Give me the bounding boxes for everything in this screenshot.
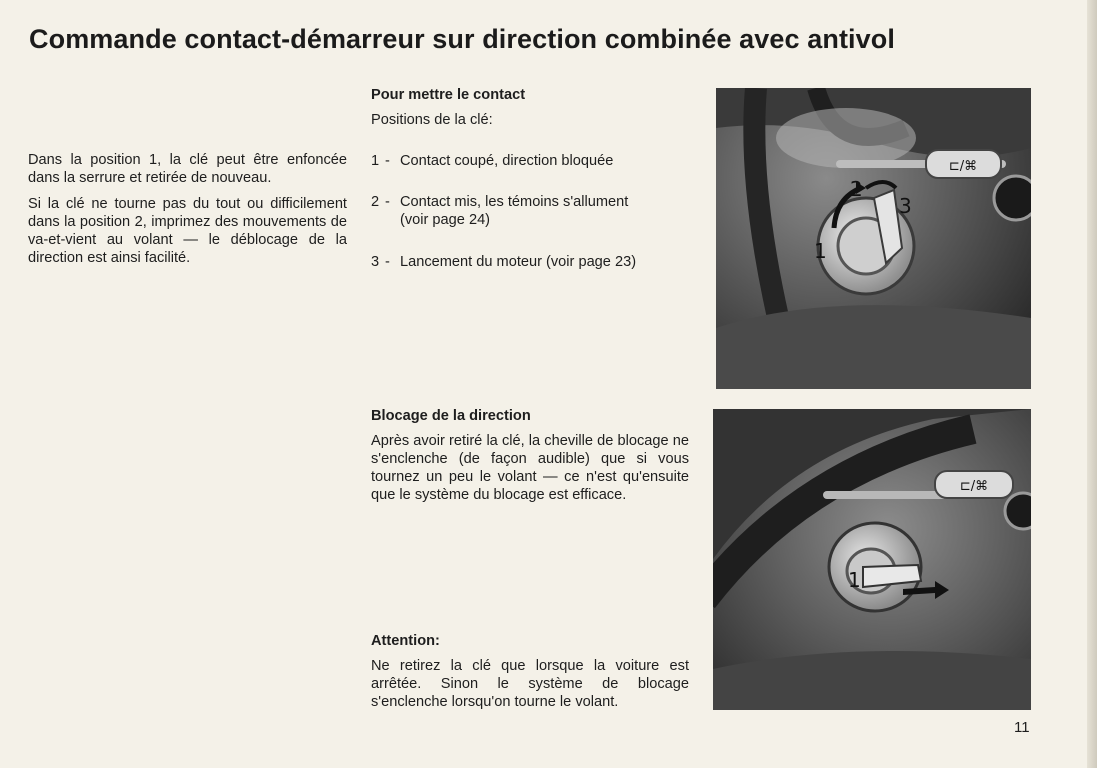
steering-lock-heading: Blocage de la direction — [371, 408, 531, 424]
attention-text: Ne retirez la clé que lorsque la voiture est arrêtée. Sinon le système de blocage s'enclenche lorsqu'on tourne le volant. — [371, 658, 689, 710]
left-column — [28, 151, 347, 275]
position-text: Contact mis, les témoins s'allument (voir page 24) — [400, 194, 629, 228]
page-title: Commande contact-démarreur sur direction combinée avec antivol — [29, 24, 895, 54]
position-text: Contact coupé, direction bloquée — [400, 153, 614, 169]
position-number: 1 — [371, 153, 380, 169]
photo-top-label-2: 2 — [850, 177, 863, 201]
ignition-heading: Pour mettre le contact — [371, 87, 526, 103]
photo-ignition-key-positions — [716, 88, 1031, 389]
page-number: 11 — [1014, 719, 1030, 736]
attention-heading: Attention: — [371, 633, 440, 649]
paragraph-key-stuck: Si la clé ne tourne pas du tout ou difficilement dans la position 2, imprimez des mouvements de va-et-vient au volant — le déblocage de la direction est ainsi facilité. — [28, 196, 347, 266]
position-dash: - — [385, 194, 390, 210]
steering-lock-text: Après avoir retiré la clé, la cheville de blocage ne s'enclenche (de façon audible) que si vous tournez un peu le volant — ce n'est qu'ensuite que le système du blocage est efficace. — [371, 433, 689, 503]
position-number: 2 — [371, 194, 380, 210]
photo-bottom-label-1: 1 — [848, 568, 861, 592]
svg-text:⊏/⌘: ⊏/⌘ — [948, 159, 978, 174]
position-text: Lancement du moteur (voir page 23) — [400, 254, 637, 270]
svg-text:⊏/⌘: ⊏/⌘ — [959, 479, 989, 494]
ignition-subheading: Positions de la clé: — [371, 112, 493, 128]
photo-top-label-1: 1 — [814, 239, 827, 263]
position-number: 3 — [371, 254, 380, 270]
position-dash: - — [385, 153, 390, 169]
photo-top-label-3: 3 — [899, 194, 912, 218]
paragraph-key-insert: Dans la position 1, la clé peut être enfoncée dans la serrure et retirée de nouveau. — [28, 152, 347, 186]
position-dash: - — [385, 254, 390, 270]
photo-key-removal — [713, 409, 1031, 710]
page-edge — [1087, 0, 1097, 768]
